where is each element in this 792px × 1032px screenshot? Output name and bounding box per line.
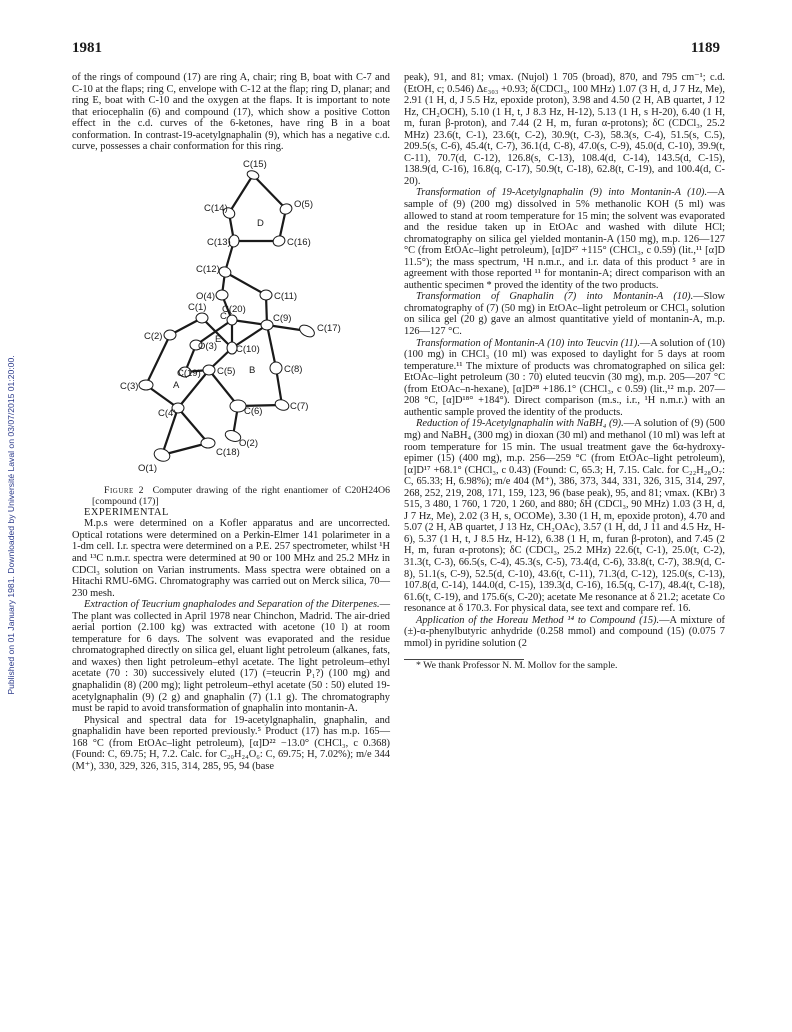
atom-ellipse-c7 [274,398,291,412]
transformation-7-paragraph [404,291,725,337]
atom-label-c3: C(3) [120,380,139,392]
reduction-paragraph [404,418,725,614]
atom-ellipse-c18 [201,438,215,448]
extraction-text: —The plant was collected in April 1978 near Chinchon, Madrid. The air-dried aerial portion (2.100 kg) was extracted with acetone (10 l) at room temperature for 6 days. The solvent was evaporated and the residue chromatographed directly on silica gel, eluant light petroleum (alkanes, fats, and waxes) then light petroleum–ethyl acetate. The light petroleum–ethyl acetate (70 : 30) successively eluted (17) (=teucrin P₁?) (100 mg) and gnaphalidin (8) (200 mg); light petroleum–ethyl acetate (50 : 50) eluted 19-acetylgnaphalin (9) (2 g) and gnaphalin (7) (1.1 g). The chromatography must be rapid to avoid transformation of gnaphalin into montanin-A. [72,599,390,715]
atom-ellipse-c2 [164,330,176,340]
molecular-structure-figure [72,155,390,485]
atom-label-o3: O(3) [198,340,217,352]
bond-C15-O5 [253,175,286,209]
figure-caption-label: Figure 2 [104,484,145,496]
atom-label-o2: O(2) [239,437,258,449]
atom-ellipse-c16 [272,234,287,248]
transformation-9-text: —A sample of (9) (200 mg) dissolved in 5% methanolic KOH (5 ml) was allowed to stand at room temperature for 15 min; the solvent was evaporated and the residue taken up in EtOAc and washed with dilute HCl; chromatography on silica gel yielded montanin-A (150 mg), m.p. 126—127 °C (from EtOAc–light petroleum), [α]D²⁷ +115° (CHCl₃, c 0.59) (lit.,¹¹ [α]D 11.5°); the mass spectrum, ¹H n.m.r., and i.r. data of this product ⁵ are in agreement with those reported ¹¹ for montanin-A; direct comparison with an authentic specimen * proved the identity of the two products. [404,187,725,291]
methods-paragraph: M.p.s were determined on a Kofler apparatus and are uncorrected. Optical rotations were determined on a Perkin-Elmer 141 polarimeter in a 1-dm cell. I.r. spectra were determined on a P.E. 257 spectrometer, whilst ¹H and ¹³C n.m.r. spectra were determined at 90 or 100 MHz and 25.2 MHz in CDCl₃ solution on Varian instruments. Mass spectra were obtained on a Hitachi RMU-6MG. Chromatography was carried out on Merck silica, 70—230 mesh. [72,518,390,599]
atom-label-c13: C(13) [207,236,231,248]
atom-ellipse-c1 [196,313,208,323]
download-note: Published on 01 January 1981. Downloaded by Université Laval on 03/07/2015 01:20:00. [6,355,16,695]
atom-ellipse-c9 [261,320,273,330]
atom-ellipse-c5 [203,365,215,375]
atom-label-c10: C(10) [236,343,260,355]
bond-C12-C11 [225,272,266,295]
atom-label-c12: C(12) [196,263,220,275]
horeau-text: —A mixture of (±)-α-phenylbutyric anhydride (0.258 mmol) and compound (15) (0.075 7 mmol) in pyridine solution (2 [404,614,725,649]
atom-ellipse-c20 [227,315,237,325]
atom-ellipse-c11 [260,290,272,300]
extraction-title: Extraction of Teucrium gnaphalodes and Separation of the Diterpenes. [84,599,380,611]
footnote: * We thank Professor N. M. Mollov for the sample. [416,660,618,672]
reduction-text: —A solution of (9) (500 mg) and NaBH₄ (300 mg) in dioxan (30 ml) and methanol (10 ml) was left at room temperature for 15 min. The usual treatment gave the 6α-hydroxy-epimer (15) (400 mg), m.p. 256—259 °C (from EtOAc–light petroleum), [α]D¹⁷ +68.1° (CHCl₃, c 0.43) (Found: C, 65.3; H, 7.15. Calc. for C₂₂H₂₈O₇: C, 65.33; H, 6.98%); m/e 404 (M⁺), 386, 373, 344, 331, 326, 315, 314, 297, 268, 252, 219, 208, 171, 159, 123, 96 (base peak), 95, and 81; νmax. (KBr) 3 515, 3 480, 1 760, 1 720, 1 260, and 880; δH (CDCl₃, 90 MHz) 1.03 (3 H, d, J 7 Hz, Me), 2.02 (3 H, s, OCOMe), 3.30 (1 H, m, epoxide proton), 4.70 and 5.07 (2 H, AB quartet, J 13 Hz, CH₂OAc), 3.57 (1 H, dd, J 11 and 4.5 Hz, H-6), 5.37 (1 H, t, J 8.5 Hz, H-12), 6.38 (1 H, m, furan β-proton), and 7.45 (2 H, m, furan α-protons); δC (CDCl₃, 25.2 MHz) 22.6(t, C-1), 25.0(t, C-2), 31.3(t, C-3), 66.5(s, C-4), 45.3(s, C-5), 73.4(d, C-6), 33.8(t, C-7), 38.9(d, C-8), 51.1(s, C-9), 52.5(d, C-10), 43.6(t, C-11), 71.3(d, C-12), 125.0(s, C-13), 107.8(d, C-14), 144.0(d, C-15), 139.3(d, C-16), 16.5(q, C-17), 48.4(t, C-18), 61.6(t, C-19), and 175.6(s, C-20); acetate Me resonance at δ 21.2; acetate Co resonance at δ 170.3. For physical data, see text and compare ref. 16. [404,418,725,615]
reduction-title: Reduction of 19-Acetylgnaphalin with NaBH₄ (9). [416,418,624,430]
transformation-10-text: —A solution of (10) (100 mg) in CHCl₃ (10 ml) was exposed to daylight for 5 days at room temperature.¹¹ The mixture of products was chromatographed on silica gel: EtOAc–light petroleum (30 : 70) eluted teucvin (30 mg), m.p. 205—207 °C (from EtOAc–n-hexane), [α]D²⁸ +186.1° (CHCl₃, c 0.59) (lit.,¹² m.p. 207—208 °C, [α]D¹⁸° +184°). Direct comparison (m.s., i.r., ¹H n.m.r.) with an authentic sample proved the identity of the products. [404,337,725,418]
atom-label-c8: C(8) [284,363,303,375]
spectral-data-paragraph: peak), 91, and 81; νmax. (Nujol) 1 705 (broad), 870, and 795 cm⁻¹; c.d. (EtOH, c; 0.546) Δε₃₀₃ +0.93; δ(CDCl₃, 100 MHz) 1.07 (3 H, d, J 7 Hz, Me), 2.91 (1 H, d, J 5.5 Hz, epoxide proton), 3.98 and 4.50 (2 H, AB quartet, J 12 Hz, CH₂OCH), 5.10 (1 H, t, J 8.3 Hz, H-12), 5.13 (1 H, s H-20), 6.40 (1 H, m, furan β-proton), and 7.44 (2 H, m, furan α-protons); δC (CDCl₃, 25.2 MHz) 23.6(t, C-1), 23.6(t, C-2), 30.9(t, C-3), 58.3(s, C-4), 51.5(s, C.5), 209.5(s, C-6), 45.4(t, C-7), 36.1(d, C-8), 47.0(s, C-9), 45.0(d, C-10), 39.9(t, C-11), 70.7(d, C-12), 126.8(s, C-13), 108.4(d, C-14), 143.5(d, C-15), 138.9(d, C-16), 16.8(q, C-17), 50.9(t, C-18), 62.8(t, C-19), and 100.4(d, C-20). [404,72,725,187]
figure-caption-text: Computer drawing of the right enantiomer of C20H24O6 [compound (17)] [92,484,390,507]
atom-label-o1: O(1) [138,462,157,474]
page-number: 1189 [690,40,720,56]
ring-label-d: D [257,217,264,229]
horeau-paragraph [404,615,725,650]
atom-label-c19: C(19) [177,367,201,379]
ring-label-b: B [249,364,256,376]
atom-ellipse-c17 [298,322,317,339]
atom-ellipse-c12 [218,265,233,279]
atom-label-c5: C(5) [217,365,236,377]
atom-label-c18: C(18) [216,446,240,458]
atom-ellipse-c3 [139,380,153,390]
atom-ellipse-c8 [270,362,282,374]
ring-label-e: E [215,333,222,345]
figure-caption [72,485,390,507]
conformation-paragraph: of the rings of compound (17) are ring A, chair; ring B, boat with C-7 and C-10 at the flaps; ring C, envelope with C-12 at the flap; ring D, planar; and ring E, boat with C-10 and the oxygen at the flaps. It is important to note that eriocephalin (6) and compound (17), which show a positive Cotton effect in the c.d. curves of the 6-ketones, have ring B in a boat conformation. In contrast-19-acetylgnaphalin (9), which has a negative c.d. curve, possesses a chair conformation for this ring. [72,72,390,153]
journal-year: 1981 [72,40,102,56]
atom-label-c16: C(16) [287,236,311,248]
right-column [404,72,725,672]
bond-C4-C18 [178,408,208,443]
transformation-10-title: Transformation of Montanin-A (10) into Teucvin (11). [416,337,640,349]
transformation-10-paragraph [404,338,725,419]
atom-label-c14: C(14) [204,202,228,214]
bond-C15-C14 [229,175,253,213]
atom-ellipse-o4 [216,290,228,300]
download-watermark [4,150,18,900]
atom-label-c11: C(11) [274,290,298,302]
atom-label-c7: C(7) [290,400,309,412]
transformation-7-text: —Slow chromatography of (7) (50 mg) in EtOAc–light petroleum or CHCl₃ solution on silica gel (20 g) gave an almost quantitative yield of montanin-A, m.p. 126—127 °C. [404,291,725,338]
atom-label-c20: C(20) [222,303,246,315]
ortep-drawing [72,155,390,485]
atom-label-c6: C(6) [244,405,263,417]
transformation-9-title: Transformation of 19-Acetylgnaphalin (9) into Montanin-A (10). [416,187,708,199]
atom-label-o5: O(5) [294,198,313,210]
atom-label-c4: C(4) [158,407,177,419]
atom-label-c17: C(17) [317,322,341,334]
horeau-title: Application of the Horeau Method ¹⁴ to Compound (15). [416,614,660,626]
atom-label-c1: C(1) [188,301,207,313]
atom-label-o4: O(4) [196,290,215,302]
atom-label-c15: C(15) [243,158,267,170]
atom-label-c9: C(9) [273,312,292,324]
ring-label-a: A [173,379,180,391]
physical-data-paragraph: Physical and spectral data for 19-acetylgnaphalin, gnaphalin, and gnaphalidin have been reported previously.⁵ Product (17) has m.p. 165—168 °C (from EtOAc–light petroleum), [α]D²² −13.0° (CHCl₃, c 0.368) (Found: C, 69.75; H, 7.2. Calc. for C₂₀H₂₄O₆: C, 69.75; H, 7.02%); m/e 344 (M⁺), 330, 329, 326, 315, 314, 285, 95, 94 (base [72,714,390,772]
bond-C9-C8 [267,325,276,368]
section-heading-experimental: EXPERIMENTAL [84,506,169,518]
bond-C2-C3 [146,335,170,385]
left-column [72,72,390,772]
atom-ellipse-o1 [152,446,171,463]
ring-label-c: C [220,310,227,322]
transformation-9-paragraph [404,187,725,291]
atom-label-c2: C(2) [144,330,163,342]
extraction-paragraph [72,599,390,714]
transformation-7-title: Transformation of Gnaphalin (7) into Montanin-A (10). [416,291,694,303]
